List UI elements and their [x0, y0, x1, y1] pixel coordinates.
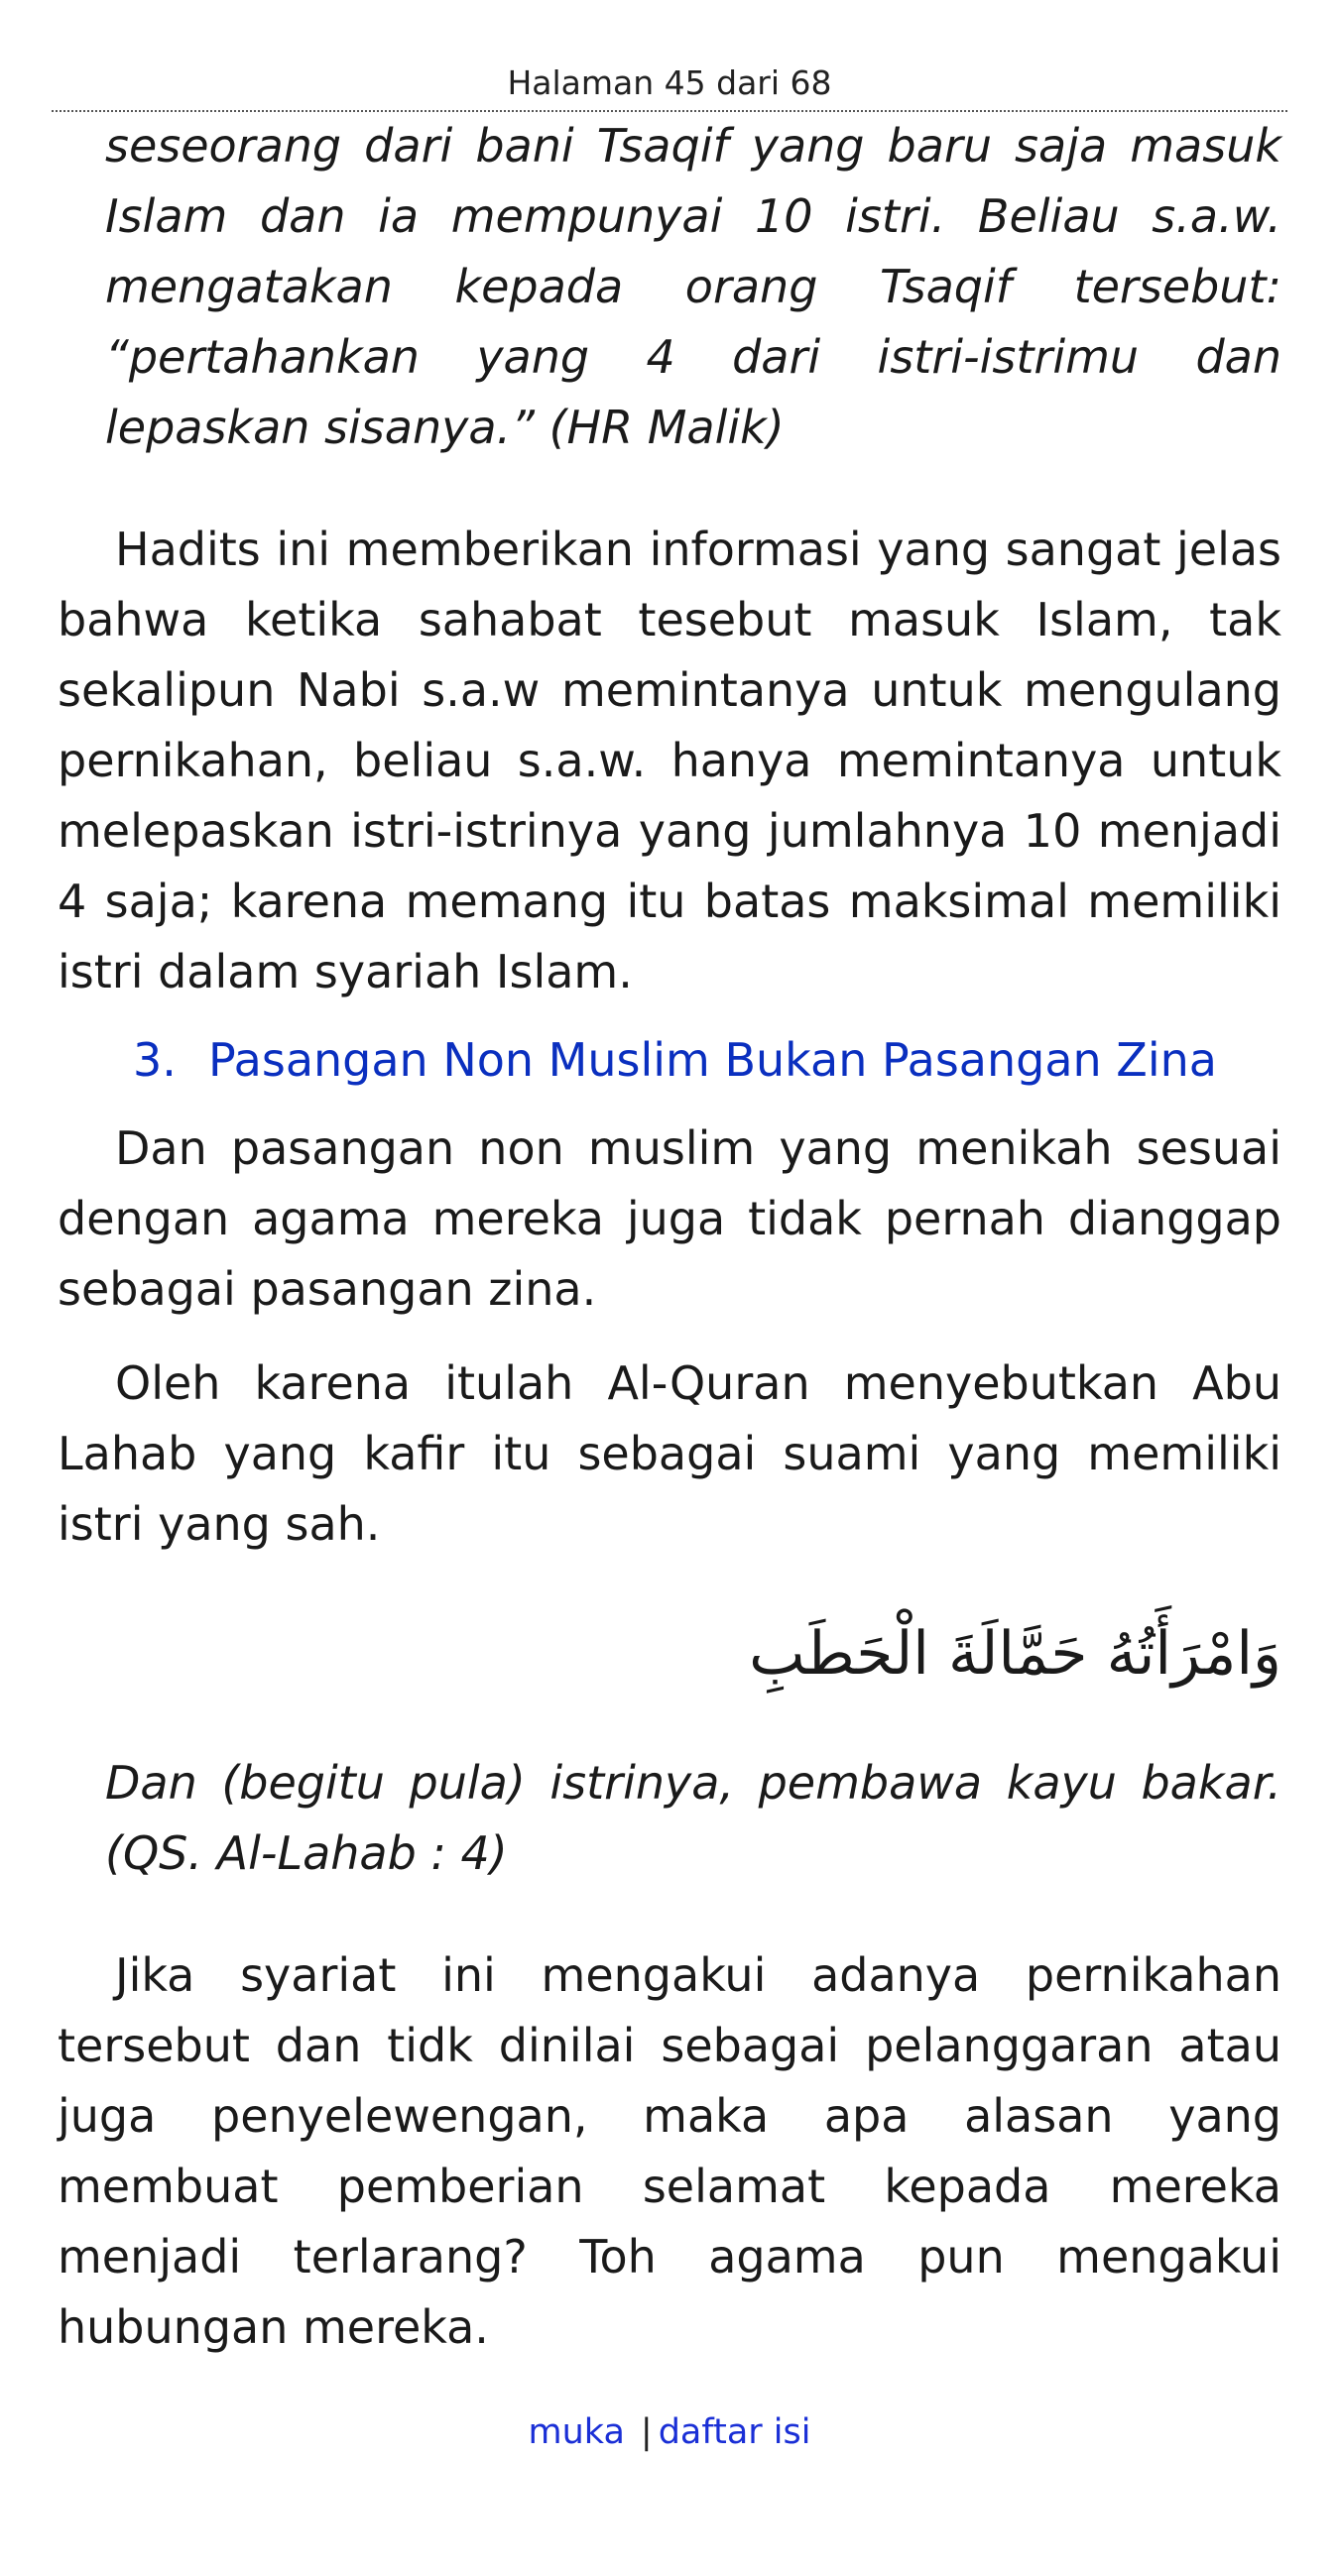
verse-translation: Dan (begitu pula) istrinya, pembawa kayu bakar. (QS. Al-Lahab : 4) [105, 1756, 1281, 1880]
table-of-contents-link[interactable]: daftar isi [658, 2412, 811, 2452]
footer-separator: | [640, 2412, 653, 2452]
arabic-verse: وَامْرَأَتُهُ حَمَّالَةَ الْحَطَبِ [749, 1619, 1281, 1689]
paragraph-abu-lahab: Oleh karena itulah Al-Quran menyebutkan Abu Lahab yang kafir itu sebagai suami yang memiliki istri yang sah. [58, 1356, 1281, 1551]
footer-nav [0, 2409, 1339, 2455]
page-content [58, 111, 1281, 2363]
home-link[interactable]: muka [528, 2412, 625, 2452]
section-heading [58, 1025, 1281, 1096]
paragraph-conclusion: Jika syariat ini mengakui adanya pernikahan tersebut dan tidk dinilai sebagai pelanggaran atau juga penyelewengan, maka apa alasan yang membuat pemberian selamat kepada mereka menjadi terlarang? Toh agama pun mengakui hubungan mereka. [58, 1948, 1281, 2354]
section-title: Pasangan Non Muslim Bukan Pasangan Zina [208, 1033, 1217, 1087]
paragraph-non-muslim-couples: Dan pasangan non muslim yang menikah sesuai dengan agama mereka juga tidak pernah dianggap sebagai pasangan zina. [58, 1121, 1281, 1316]
hadith-quote: seseorang dari bani Tsaqif yang baru saja masuk Islam dan ia mempunyai 10 istri. Beliau s.a.w. mengatakan kepada orang Tsaqif tersebut: “pertahankan yang 4 dari istri-istrimu dan lepaskan sisanya.” (HR Malik) [105, 119, 1281, 454]
section-number: 3. [133, 1033, 177, 1087]
page-number-label: Halaman 45 dari 68 [507, 63, 832, 102]
paragraph-hadith-explanation: Hadits ini memberikan informasi yang sangat jelas bahwa ketika sahabat tesebut masuk Islam, tak sekalipun Nabi s.a.w memintanya untuk mengulang pernikahan, beliau s.a.w. hanya memintanya untuk melepaskan istri-istrinya yang jumlahnya 10 menjadi 4 saja; karena memang itu batas maksimal memiliki istri dalam syariah Islam. [58, 523, 1281, 998]
